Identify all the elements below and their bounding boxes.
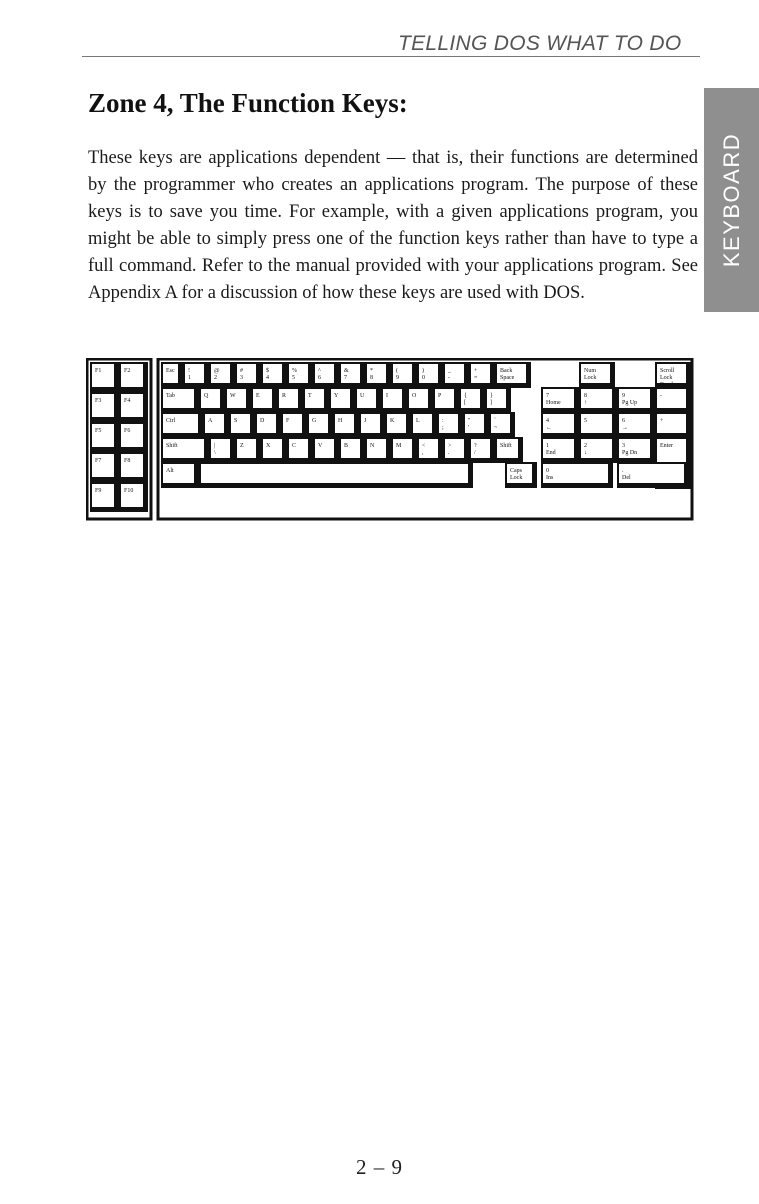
numpad-key [580,363,614,387]
key [288,363,312,387]
svg-text:F5: F5 [95,428,102,434]
svg-text:H: H [338,418,343,424]
svg-text:↑: ↑ [584,400,587,406]
svg-text::: : [442,418,444,424]
svg-text:<: < [422,443,426,449]
svg-text:Lock: Lock [584,375,597,381]
key [162,463,198,487]
section-title: Zone 4, The Function Keys: [88,88,408,118]
svg-text:Num: Num [584,368,596,374]
svg-text:Ctrl: Ctrl [166,418,176,424]
key [308,413,332,437]
key [340,363,364,387]
svg-text:F8: F8 [124,458,131,464]
svg-text:Lock: Lock [510,475,523,481]
svg-text:F10: F10 [124,488,134,494]
key [184,363,208,387]
svg-text:1: 1 [546,443,549,449]
key [470,363,494,387]
svg-text:": " [468,418,471,424]
numpad-key [656,388,690,412]
svg-text:Y: Y [334,393,339,399]
svg-text:0: 0 [546,468,549,474]
key [418,438,442,462]
key [434,388,458,412]
svg-text:|: | [214,443,216,449]
section-tab [704,88,759,312]
svg-text:0: 0 [422,375,425,381]
key [392,363,416,387]
key [288,438,312,462]
key [330,388,354,412]
svg-text:+: + [660,418,664,424]
key [334,413,358,437]
key [162,363,182,387]
key [496,363,530,387]
function-key [91,363,118,391]
svg-text:1: 1 [188,375,191,381]
key [278,388,302,412]
section-tab-label: KEYBOARD [718,132,744,268]
svg-text:$: $ [266,368,269,374]
svg-text:F2: F2 [124,368,131,374]
svg-text:(: ( [396,368,398,374]
svg-text:3: 3 [240,375,243,381]
function-key [120,423,147,451]
key [464,413,488,437]
svg-text:-: - [660,393,662,399]
svg-text:O: O [412,393,417,399]
svg-text:Q: Q [204,393,209,399]
svg-text:): ) [422,368,424,374]
numpad-key [580,438,616,462]
svg-text:&: & [344,368,349,374]
header-rule [82,56,700,57]
svg-text:Pg Dn: Pg Dn [622,450,638,456]
numpad-key [656,413,690,437]
svg-text:End: End [546,450,556,456]
key [366,363,390,387]
numpad-key [618,438,654,462]
function-key [120,363,147,391]
svg-text:5: 5 [292,375,295,381]
svg-text:': ' [468,425,470,431]
key [386,413,410,437]
svg-text:R: R [282,393,287,399]
svg-text:F: F [286,418,290,424]
svg-text:Esc: Esc [166,368,175,374]
svg-text:Alt: Alt [166,468,174,474]
svg-text:L: L [416,418,420,424]
svg-text:-: - [448,375,450,381]
key [162,413,202,437]
svg-text:F4: F4 [124,398,131,404]
key [496,438,522,462]
numpad-key [618,463,688,487]
svg-text:#: # [240,368,243,374]
svg-text:A: A [208,418,213,424]
svg-text:K: K [390,418,395,424]
svg-text:Caps: Caps [510,468,522,474]
svg-text:Scroll: Scroll [660,368,675,374]
function-key [91,483,118,511]
numpad-key [580,388,616,412]
svg-text:5: 5 [584,418,587,424]
key [470,438,494,462]
svg-text:F7: F7 [95,458,102,464]
key [506,463,536,487]
key [444,438,468,462]
key [204,413,228,437]
key [236,363,260,387]
function-key [120,393,147,421]
svg-text:]: ] [490,400,492,406]
svg-text:F3: F3 [95,398,102,404]
key [418,363,442,387]
svg-text:2: 2 [584,443,587,449]
function-key [91,453,118,481]
key [356,388,380,412]
svg-text:3: 3 [622,443,625,449]
svg-text:Del: Del [622,475,631,481]
svg-text:>: > [448,443,452,449]
key [162,388,198,412]
svg-text:.: . [622,468,624,474]
function-key [120,483,147,511]
svg-text:@: @ [214,368,220,374]
svg-text:U: U [360,393,365,399]
svg-text:.: . [448,450,450,456]
svg-text:F9: F9 [95,488,102,494]
key [162,438,208,462]
key [314,363,338,387]
svg-text:9: 9 [622,393,625,399]
numpad-key [580,413,616,437]
key [210,363,234,387]
svg-text:?: ? [474,443,477,449]
key [210,438,234,462]
svg-text:S: S [234,418,238,424]
svg-text:6: 6 [622,418,625,424]
svg-text:C: C [292,443,297,449]
key [262,438,286,462]
svg-text:Pg Up: Pg Up [622,400,638,406]
svg-text:W: W [230,393,236,399]
svg-text:I: I [386,393,388,399]
svg-text:Ins: Ins [546,475,554,481]
key [486,388,510,412]
svg-text:P: P [438,393,442,399]
svg-text:*: * [370,368,373,374]
key [366,438,390,462]
svg-text:^: ^ [318,368,321,374]
function-key [91,423,118,451]
key [382,388,406,412]
svg-text:←: ← [546,425,552,431]
svg-text:;: ; [442,425,444,431]
svg-text:2: 2 [214,375,217,381]
svg-text:G: G [312,418,317,424]
numpad-key [542,388,578,412]
svg-text:J: J [364,418,367,424]
key [262,363,286,387]
key [444,363,468,387]
svg-text:8: 8 [584,393,587,399]
numpad-key [542,463,612,487]
key [226,388,250,412]
function-key [120,453,147,481]
svg-text:Home: Home [546,400,561,406]
running-header: TELLING DOS WHAT TO DO [398,32,682,55]
svg-text:Enter: Enter [660,443,673,449]
key [340,438,364,462]
svg-text:→: → [622,425,628,431]
svg-text:F6: F6 [124,428,131,434]
svg-text:_: _ [448,368,451,374]
section-paragraph: These keys are applications dependent — that is, their functions are determined by the programmer who creates an applications program. The purpose of these keys is to save you time. For example, with a given applications program, you might be able to simply press one of the function keys rather than have to type a full command. Refer to the manual provided with your applications program. See Appendix A for a discussion of how these keys are used with DOS. [88,148,698,303]
key [230,413,254,437]
svg-text:[: [ [464,400,466,406]
svg-text:N: N [370,443,375,449]
svg-text:+: + [474,368,478,374]
svg-text:B: B [344,443,349,449]
svg-text:F1: F1 [95,368,102,374]
svg-text:V: V [318,443,323,449]
svg-text:4: 4 [546,418,549,424]
key [360,413,384,437]
svg-text:\: \ [214,450,216,456]
svg-text:Break: Break [660,382,675,388]
key [412,413,436,437]
svg-text:{: { [464,393,467,399]
numpad-key [542,438,578,462]
numpad-key [618,413,654,437]
key [314,438,338,462]
function-key [91,393,118,421]
svg-text:4: 4 [266,375,269,381]
key [392,438,416,462]
key [236,438,260,462]
key [282,413,306,437]
svg-text:=: = [474,375,478,381]
svg-text:%: % [292,368,297,374]
svg-text:7: 7 [344,375,347,381]
key [438,413,462,437]
numpad-key [542,413,578,437]
key [490,413,514,437]
svg-text:6: 6 [318,375,321,381]
svg-text:Lock: Lock [660,375,673,381]
svg-text:T: T [308,393,312,399]
numpad-key [656,363,690,388]
svg-text:Space: Space [500,375,515,381]
svg-text:Tab: Tab [166,393,175,399]
svg-text:,: , [422,450,424,456]
key [252,388,276,412]
svg-text:Shift: Shift [500,443,512,449]
svg-text:~: ~ [494,425,498,431]
svg-text:}: } [490,393,493,399]
key [304,388,328,412]
svg-text:Z: Z [240,443,244,449]
keyboard-illustration [86,358,694,523]
svg-text:M: M [396,443,402,449]
key [200,388,224,412]
key [256,413,280,437]
key [200,463,472,487]
numpad-key [618,388,654,412]
svg-text:↓: ↓ [584,450,587,456]
svg-text:D: D [260,418,265,424]
svg-text:8: 8 [370,375,373,381]
svg-text:/: / [474,450,476,456]
svg-text:Shift: Shift [166,443,178,449]
svg-text:X: X [266,443,271,449]
key [460,388,484,412]
svg-text:E: E [256,393,260,399]
svg-text:7: 7 [546,393,549,399]
key [408,388,432,412]
svg-text:Back: Back [500,368,513,374]
svg-text:`: ` [494,418,496,424]
svg-text:9: 9 [396,375,399,381]
page-number: 2 – 9 [356,1155,403,1179]
svg-text:!: ! [188,368,190,374]
